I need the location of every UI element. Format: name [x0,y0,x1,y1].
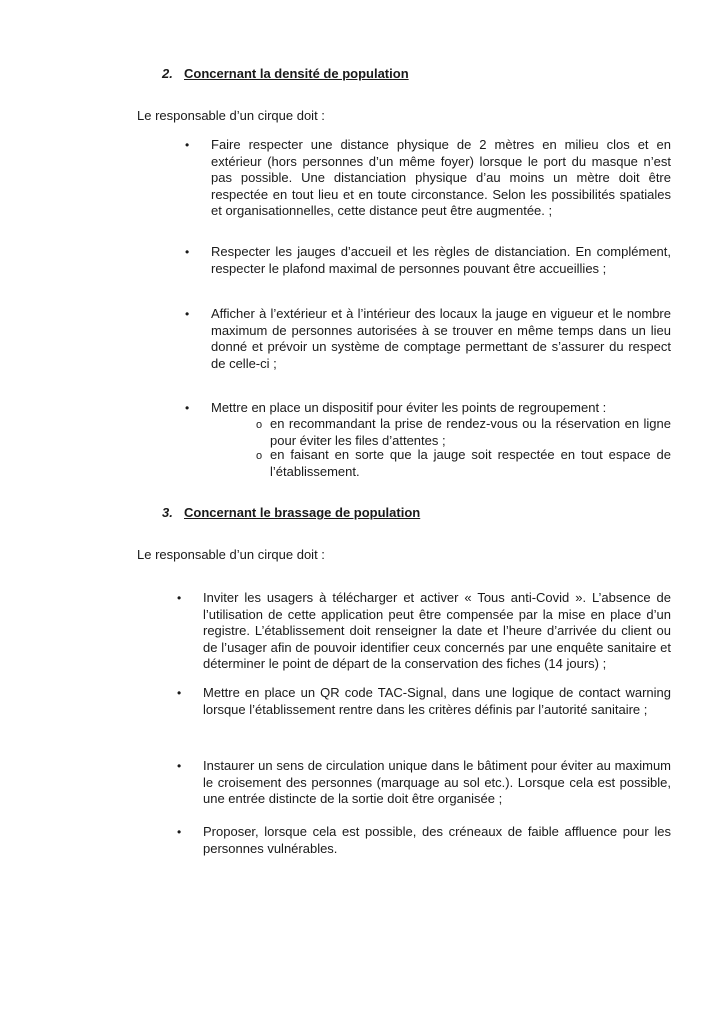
section-2-intro: Le responsable d’un cirque doit : [137,108,325,123]
section-3-title: Concernant le brassage de population [184,505,421,520]
list-item-text: Inviter les usagers à télécharger et activer « Tous anti-Covid ». L’absence de l’utilisation de cette application peut être compensée par la mise en place d’un registre. L’établissement doit renseigner la date et l’heure d’arrivée du client ou de l’usager afin de pouvoir identifier ceux concernés par une enquête sanitaire et déterminer le point de départ de la conservation des fiches (14 jours) ; [203,590,671,671]
bullet-icon: • [185,307,190,321]
section-3-number: 3. [162,505,173,520]
sub-list-item [256,416,671,449]
bullet-icon: • [185,245,190,259]
bullet-icon: • [177,825,182,839]
list-item [177,758,671,808]
list-item-text: Afficher à l’extérieur et à l’intérieur des locaux la jauge en vigueur et le nombre maximum de personnes autorisées à se trouver en même temps dans un lieu donné et prévoir un système de comptage permettant de s’assurer du respect de celle-ci ; [211,306,671,371]
list-item-text: Faire respecter une distance physique de 2 mètres en milieu clos et en extérieur (hors personnes d’un même foyer) lorsque le port du masque n’est pas possible. Une distanciation physique d’au moins un mètre doit être respectée en tout lieu et en toute circonstance. Selon les possibilités spatiales et organisationnelles, cette distance peut être augmentée. ; [211,137,671,218]
circle-bullet-icon: o [256,450,263,462]
section-3-heading [162,505,420,521]
list-item-text: Proposer, lorsque cela est possible, des créneaux de faible affluence pour les personnes vulnérables. [203,824,671,856]
bullet-icon: • [185,138,190,152]
sub-list-item-text: en faisant en sorte que la jauge soit respectée en tout espace de l’établissement. [270,447,671,479]
section-3-intro: Le responsable d’un cirque doit : [137,547,325,562]
list-item-text: Instaurer un sens de circulation unique dans le bâtiment pour éviter au maximum le croisement des personnes (marquage au sol etc.). Lorsque cela est possible, une entrée distincte de la sortie doit être organisée ; [203,758,671,806]
list-item [185,306,671,372]
circle-bullet-icon: o [256,419,263,431]
section-2-number: 2. [162,66,173,81]
list-item [185,400,671,417]
bullet-icon: • [177,591,182,605]
section-2-title: Concernant la densité de population [184,66,409,81]
bullet-icon: • [177,759,182,773]
list-item [185,244,671,277]
sub-list-item [256,447,671,480]
list-item-text: Mettre en place un QR code TAC-Signal, dans une logique de contact warning lorsque l’établissement rentre dans les critères définis par l’autorité sanitaire ; [203,685,671,717]
section-2-heading [162,66,409,82]
list-item-text: Mettre en place un dispositif pour éviter les points de regroupement : [211,400,607,415]
list-item-text: Respecter les jauges d’accueil et les règles de distanciation. En complément, respecter le plafond maximal de personnes pouvant être accueillies ; [211,244,671,276]
sub-list-item-text: en recommandant la prise de rendez-vous ou la réservation en ligne pour éviter les files d’attentes ; [270,416,671,448]
list-item [185,137,671,220]
bullet-icon: • [177,686,182,700]
bullet-icon: • [185,401,190,415]
list-item [177,685,671,718]
list-item [177,824,671,857]
list-item [177,590,671,673]
